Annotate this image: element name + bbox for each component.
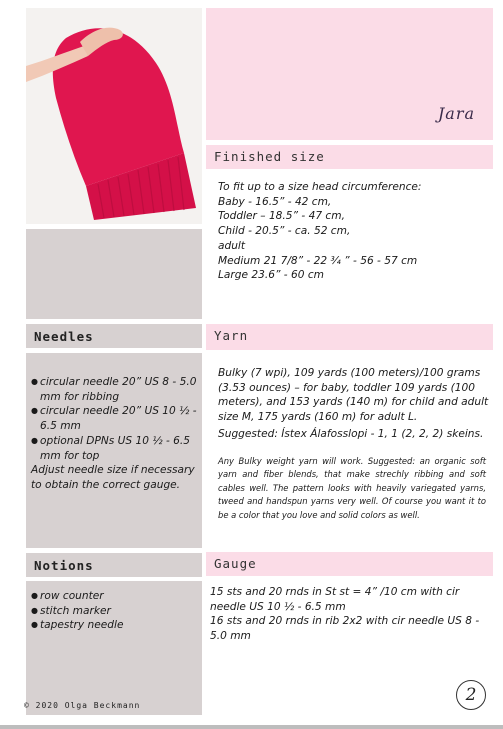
needles-content [31, 375, 199, 493]
notions-content [31, 589, 199, 633]
gauge-line: 15 sts and 20 rnds in St st = 4” /10 cm with cir needle US 10 ½ - 6.5 mm [210, 586, 460, 613]
hat-photo [26, 8, 202, 224]
copyright: © 2020 Olga Beckmann [24, 701, 141, 710]
gauge-content [210, 585, 490, 644]
page-number: 2 [456, 680, 486, 710]
yarn-main-text: Bulky (7 wpi), 109 yards (100 meters)/100 grams (3.53 ounces) – for baby, toddler 109 yards (100 meters), and 153 yards (140 m) for child and adult size M, 175 yards (160 m) for adult L. [218, 367, 489, 424]
needles-list [31, 375, 199, 463]
footer-divider [0, 725, 503, 729]
gauge-title: Gauge [214, 556, 257, 571]
notions-heading-bar [26, 553, 202, 577]
yarn-title: Yarn [214, 328, 249, 343]
gauge-line: 16 sts and 20 rnds in rib 2x2 with cir needle US 8 - 5.0 mm [210, 615, 480, 643]
needles-item: ● optional DPNs US 10 ½ - 6.5 mm for top [31, 434, 199, 463]
needles-title: Needles [34, 329, 94, 344]
signature: Jara [437, 104, 475, 123]
finished-size-line: Child - 20.5” - ca. 52 cm, [218, 225, 351, 238]
needles-item: ● circular needle 20” US 8 - 5.0 mm for ribbing [31, 375, 199, 404]
finished-size-line: Baby - 16.5” - 42 cm, [218, 195, 332, 208]
notions-title: Notions [34, 558, 94, 573]
notions-item: ● tapestry needle [31, 618, 199, 633]
notions-item: ● row counter [31, 589, 199, 604]
yarn-suggested: Suggested: Ístex Álafosslopi - 1, 1 (2, 2, 2) skeins. [218, 428, 484, 440]
left-grey-block-top [26, 229, 202, 319]
yarn-heading-bar [206, 324, 493, 350]
yarn-note: Any Bulky weight yarn will work. Suggested: an organic soft yarn and fiber blends, that make strechly ribbing and soft cables well. The pattern looks with heavily variegated yarns, tweed and handspun yarns very well. Of course you want it to be a color that you love and solid colors as well. [218, 456, 486, 520]
finished-size-line: To fit up to a size head circumference: [218, 181, 422, 193]
finished-size-line: Toddler – 18.5” - 47 cm, [218, 210, 345, 223]
finished-size-heading-bar [206, 145, 493, 169]
notions-item: ● stitch marker [31, 604, 199, 619]
needles-heading-bar [26, 324, 202, 348]
hat-illustration [26, 8, 202, 224]
finished-size-list [218, 180, 488, 283]
notions-panel [26, 581, 202, 715]
finished-size-title: Finished size [214, 149, 325, 164]
needles-panel [26, 353, 202, 548]
needles-note: Adjust needle size if necessary to obtain the correct gauge. [31, 464, 195, 491]
notions-list [31, 589, 199, 633]
finished-size-line: Medium 21 7/8” - 22 ¾ ” - 56 - 57 cm [218, 254, 418, 267]
signature-panel [206, 8, 493, 140]
gauge-heading-bar [206, 552, 493, 576]
needles-item: ● circular needle 20” US 10 ½ - 6.5 mm [31, 404, 199, 433]
finished-size-line: adult [218, 239, 246, 252]
finished-size-line: Large 23.6” - 60 cm [218, 269, 324, 282]
